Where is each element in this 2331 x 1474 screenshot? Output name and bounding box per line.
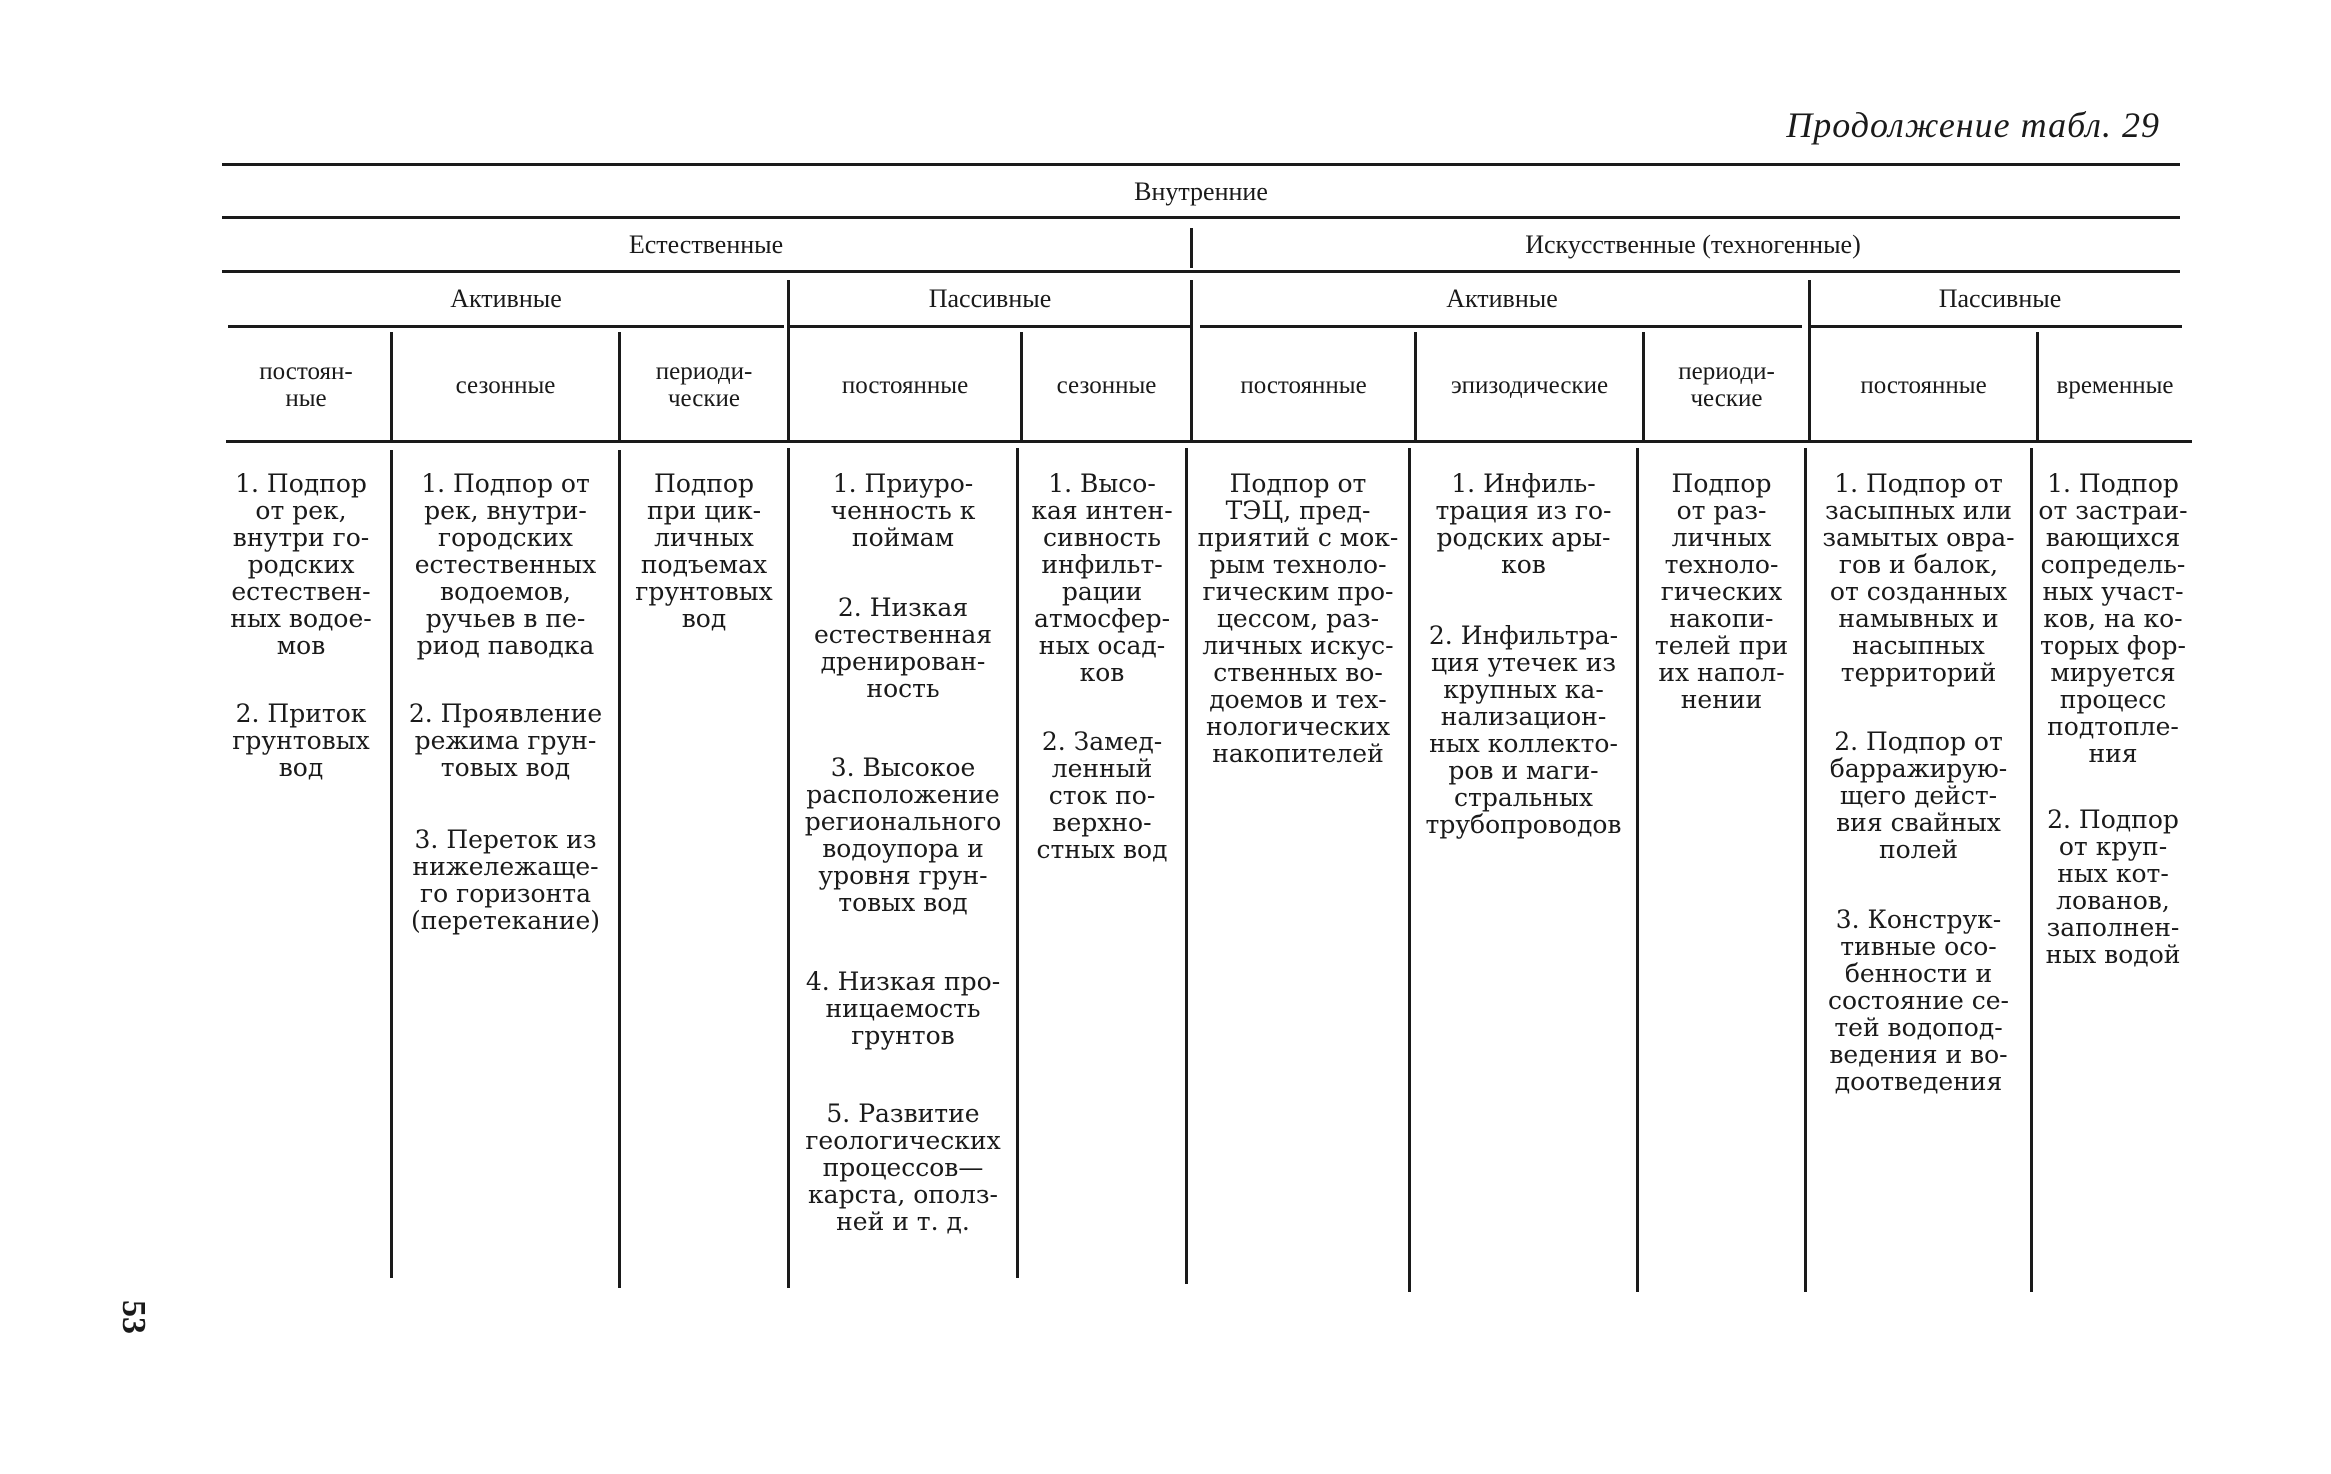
cell-col1-item2: 2. Приток грунтовых вод	[232, 699, 370, 782]
rule-level3-left	[228, 325, 784, 328]
cell-col9-item3: 3. Конструк- тивные осо- бенности и состояние се- тей водопод- ведения и во- доотведения	[1827, 905, 2010, 1096]
header-natural-passive: Пассивные	[928, 284, 1052, 313]
rule-header-bottom	[226, 440, 2192, 443]
cell-col10-item1: 1. Подпор от застраи- вающихся сопредель- ных участ- ков, на ко- торых фор- мируется процесс подтопле- ния	[2038, 469, 2188, 768]
cell-col6-item1: Подпор от ТЭЦ, пред- приятий с мок- рым техноло- гическим про- цессом, раз- личных искус- ственных во- доемов и тех- нологических накопителей	[1197, 469, 1399, 768]
column-header-8: периоди- ческие	[1678, 358, 1775, 412]
page-number: 53	[115, 1300, 152, 1334]
cell-col5-item2: 2. Замед- ленный сток по- верхно- стных вод	[1036, 727, 1168, 864]
cell-col4-item2: 2. Низкая естественная дренирован- ность	[813, 593, 993, 703]
column-header-10: временные	[2056, 371, 2174, 399]
cell-col4-item3: 3. Высокое расположение регионального водоупора и уровня грун- товых вод	[804, 753, 1002, 917]
rule-level3-right	[1810, 325, 2182, 328]
cell-col10-item2: 2. Подпор от круп- ных кот- лованов, заполнен- ных водой	[2045, 805, 2181, 969]
header-internal: Внутренние	[1134, 177, 1268, 206]
cell-col1-item1: 1. Подпор от рек, внутри го- родских естествен- ных водое- мов	[230, 469, 372, 660]
column-header-1: постоян- ные	[259, 358, 353, 412]
rule-level1	[222, 216, 2180, 219]
cell-col4-item5: 5. Развитие геологических процессов— карста, ополз- ней и т. д.	[805, 1099, 1001, 1236]
table-caption: Продолжение табл. 29	[1786, 105, 2160, 145]
cell-col9-item2: 2. Подпор от барражирую- щего дейст- вия свайных полей	[1829, 727, 2008, 864]
header-artificial-passive: Пассивные	[1938, 284, 2062, 313]
column-header-4: постоянные	[841, 371, 969, 399]
cell-col8-item1: Подпор от раз- личных техноло- гических накопи- телей при их напол- нении	[1654, 469, 1789, 714]
cell-col2-item3: 3. Переток из нижележаще- го горизонта (перетекание)	[410, 825, 601, 935]
cell-col4-item1: 1. Приуро- ченность к поймам	[830, 469, 976, 552]
column-header-2: сезонные	[455, 371, 556, 399]
header-artificial-active: Активные	[1446, 284, 1558, 313]
column-header-3: периоди- ческие	[655, 358, 753, 412]
header-artificial: Искусственные (техногенные)	[1525, 230, 1861, 259]
header-natural: Естественные	[628, 230, 784, 259]
rule-level3-mid2	[1200, 325, 1802, 328]
cell-col5-item1: 1. Высо- кая интен- сивность инфильт- рации атмосфер- ных осад- ков	[1031, 469, 1173, 687]
cell-col4-item4: 4. Низкая про- ницаемость грунтов	[805, 967, 1001, 1050]
cell-col2-item1: 1. Подпор от рек, внутри- городских естественных водоемов, ручьев в пе- риод паводка	[414, 469, 597, 660]
cell-col3-item1: Подпор при цик- личных подъемах грунтовых вод	[635, 469, 773, 633]
cell-col9-item1: 1. Подпор от засыпных или замытых овра- гов и балок, от созданных намывных и насыпных территорий	[1822, 469, 2015, 687]
column-header-9: постоянные	[1860, 371, 1987, 399]
cell-col7-item2: 2. Инфильтра- ция утечек из крупных ка- нализацион- ных коллекто- ров и маги- стральных трубопроводов	[1425, 621, 1622, 839]
rule-top	[222, 163, 2180, 166]
rule-level2	[222, 270, 2180, 273]
cell-col2-item2: 2. Проявление режима грун- товых вод	[408, 699, 603, 782]
header-natural-active: Активные	[450, 284, 562, 313]
column-header-5: сезонные	[1056, 371, 1157, 399]
rule-level3-mid1	[790, 325, 1190, 328]
column-header-6: постоянные	[1240, 371, 1367, 399]
cell-col7-item1: 1. Инфиль- трация из го- родских ары- ков	[1435, 469, 1612, 579]
column-header-7: эпизодические	[1450, 371, 1609, 399]
